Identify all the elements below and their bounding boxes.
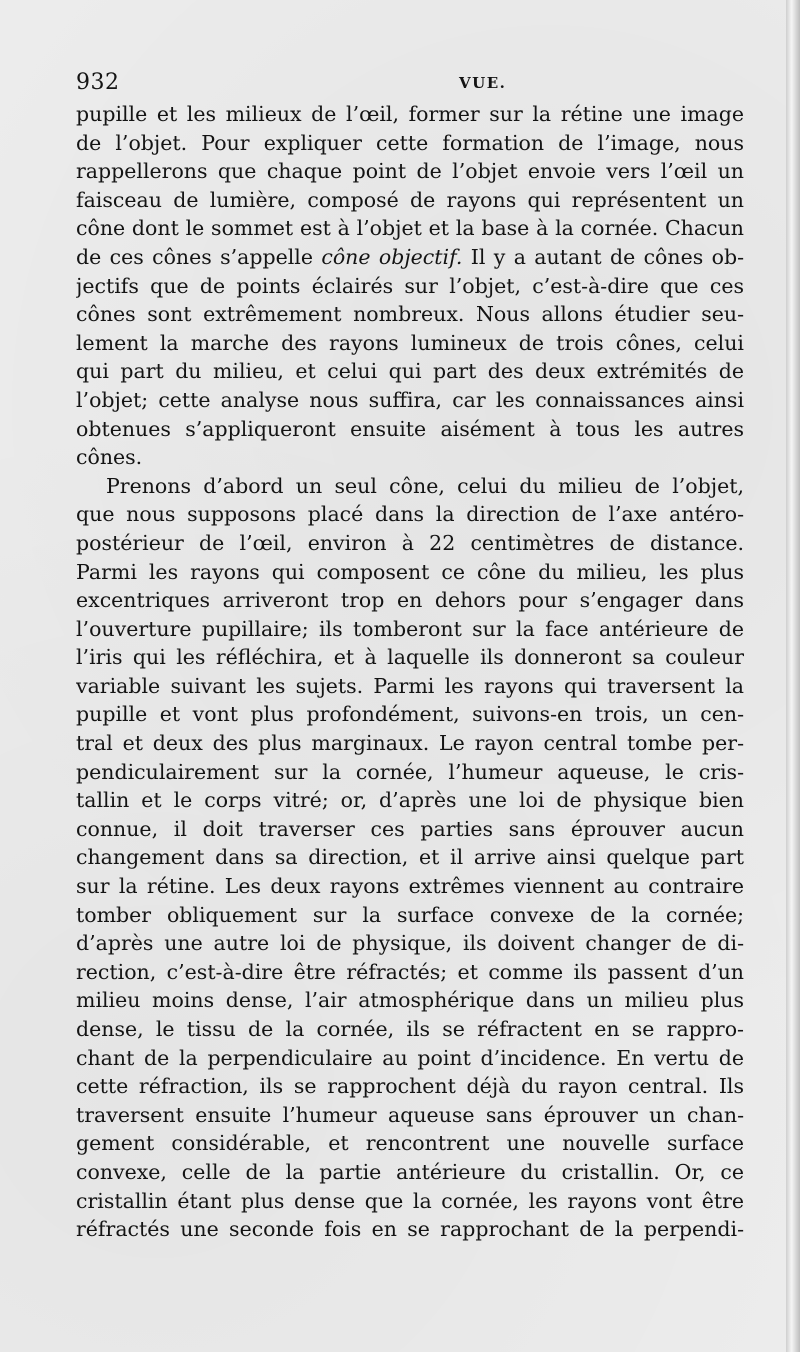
text-line: dense, le tissu de la cornée, ils se réfractent en se rappro- <box>76 1017 744 1041</box>
text-line: Prenons d’abord un seul cône, celui du milieu de l’objet, <box>106 473 744 498</box>
text-line: changement dans sa direction, et il arrive ainsi quelque part <box>76 845 744 870</box>
text-line: postérieur de l’œil, environ à 22 centimètres de distance. <box>76 530 744 555</box>
text-line: lement la marche des rayons lumineux de trois cônes, celui <box>76 330 744 355</box>
text-run: Il y a autant de cônes ob- <box>462 244 744 269</box>
text-line: cônes. <box>76 445 143 470</box>
text-line <box>76 243 744 272</box>
text-line: cristallin étant plus dense que la cornée, les rayons vont être <box>76 1188 744 1213</box>
text-line: l’ouverture pupillaire; ils tomberont sur la face antérieure de <box>76 616 744 641</box>
text-line: sur la rétine. Les deux rayons extrêmes viennent au contraire <box>76 874 744 899</box>
text-line: traversent ensuite l’humeur aqueuse sans éprouver un chan- <box>76 1102 744 1127</box>
text-line: convexe, celle de la partie antérieure du cristallin. Or, ce <box>76 1159 744 1184</box>
text-line: jectifs que de points éclairés sur l’objet, c’est-à-dire que ces <box>76 273 744 298</box>
text-line: chant de la perpendiculaire au point d’incidence. En vertu de <box>76 1045 744 1070</box>
page-edge <box>786 0 800 1352</box>
text-line: tral et deux des plus marginaux. Le rayon central tombe per- <box>76 731 744 756</box>
text-line: l’objet; cette analyse nous suffira, car les connaissances ainsi <box>76 387 744 412</box>
running-head: VUE. <box>459 74 507 92</box>
text-line: réfractés une seconde fois en se rapprochant de la perpendi- <box>76 1217 744 1242</box>
page-number: 932 <box>76 70 120 95</box>
body-text <box>76 100 744 1244</box>
text-line: faisceau de lumière, composé de rayons qui représentent un <box>76 187 744 212</box>
text-line: cônes sont extrêmement nombreux. Nous allons étudier seu- <box>76 302 744 327</box>
text-line: Parmi les rayons qui composent ce cône du milieu, les plus <box>76 559 744 584</box>
text-line: milieu moins dense, l’air atmosphérique dans un milieu plus <box>76 988 744 1013</box>
text-line: rappellerons que chaque point de l’objet envoie vers l’œil un <box>76 159 744 184</box>
text-line: excentriques arriveront trop en dehors pour s’engager dans <box>76 588 744 613</box>
text-line: tomber obliquement sur la surface convexe de la cornée; <box>76 902 744 927</box>
text-line: pupille et les milieux de l’œil, former sur la rétine une image <box>76 102 744 126</box>
text-line: cette réfraction, ils se rapprochent déjà du rayon central. Ils <box>76 1074 744 1099</box>
text-line: connue, il doit traverser ces parties sans éprouver aucun <box>76 816 744 841</box>
text-line: variable suivant les sujets. Parmi les rayons qui traversent la <box>76 673 744 698</box>
text-line: que nous supposons placé dans la direction de l’axe antéro- <box>76 502 744 527</box>
text-line: de l’objet. Pour expliquer cette formation de l’image, nous <box>76 130 744 155</box>
text-line: pendiculairement sur la cornée, l’humeur aqueuse, le cris- <box>76 759 744 784</box>
text-line: obtenues s’appliqueront ensuite aisément à tous les autres <box>76 416 744 441</box>
text-line: l’iris qui les réfléchira, et à laquelle ils donneront sa couleur <box>76 645 744 670</box>
text-line: cône dont le sommet est à l’objet et la base à la cornée. Chacun <box>76 216 744 241</box>
page-header <box>76 70 744 102</box>
text-run: de ces cônes s’appelle <box>76 244 322 269</box>
text-line: rection, c’est-à-dire être réfractés; et comme ils passent d’un <box>76 959 744 984</box>
text-line: d’après une autre loi de physique, ils doivent changer de di- <box>76 931 744 956</box>
italic-term: cône objectif. <box>321 244 463 269</box>
text-line: gement considérable, et rencontrent une nouvelle surface <box>76 1131 744 1156</box>
text-line: pupille et vont plus profondément, suivons-en trois, un cen- <box>76 702 744 727</box>
text-line: tallin et le corps vitré; or, d’après une loi de physique bien <box>76 788 744 813</box>
text-line: qui part du milieu, et celui qui part des deux extrémités de <box>76 359 744 384</box>
